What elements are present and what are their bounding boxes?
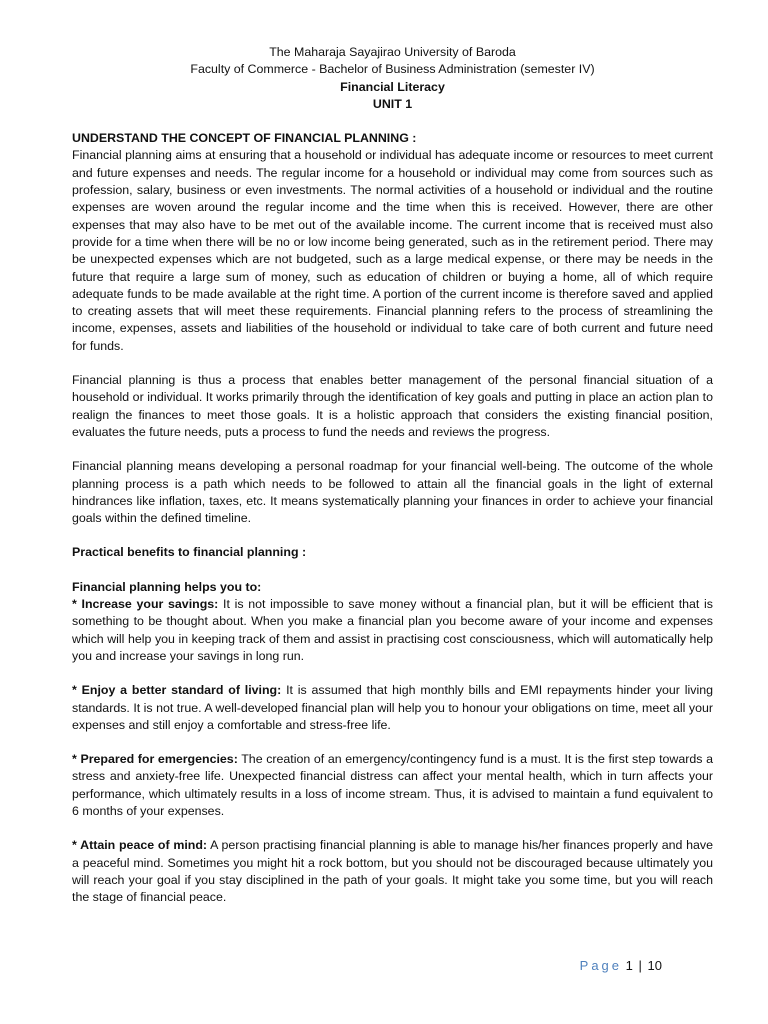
benefit-text: A person practising financial planning is able to manage his/her finances properly and have a peaceful mind. Sometimes you might hit a rock bottom, but you should not be discouraged because ultimately you will reach your goal if you stay disciplined in the path of your goals. It might take you some time, but you will reach the stage of financial peace.: [72, 838, 714, 905]
benefit-item: [72, 837, 713, 906]
paragraph: Financial planning aims at ensuring that a household or individual has adequate income or resources to meet current and future expenses and needs. The regular income for a household or individual may come from sources such as profession, salary, business or even investments. The normal activities of a household or individual and the routine expenses are woven around the regular income and the time when this is received. However, there are other expenses that may also have to be met out of the available income. The current income that is received must also provide for a time when there will be no or low income being generated, such as in the retirement period. There may be unexpected expenses which are not budgeted, such as a large medical expense, or there may be needs in the future that require a large sum of money, such as education of children or buying a home, all of which require adequate funds to be made available at the right time. A portion of the current income is therefore saved and applied to creating assets that will meet these requirements. Financial planning refers to the process of streamlining the income, expenses, assets and liabilities of the household or individual to take care of both current and future need for funds.: [72, 148, 713, 353]
helps-heading: Financial planning helps you to:: [72, 579, 262, 594]
unit-title: UNIT 1: [372, 96, 413, 111]
subject-title: Financial Literacy: [340, 79, 445, 94]
benefits-heading: Practical benefits to financial planning :: [72, 545, 307, 560]
benefit-item: [72, 596, 713, 665]
benefit-item: [72, 751, 713, 820]
university-name: The Maharaja Sayajirao University of Baroda: [269, 45, 516, 59]
document-page: [72, 44, 713, 923]
document-header: [72, 44, 713, 113]
benefit-item: [72, 682, 713, 734]
total-pages: 10: [647, 958, 662, 973]
benefit-text: It is assumed that high monthly bills and EMI repayments hinder your living standards. It is not true. A well-developed financial plan will help you to honour your obligations on time, meet all your expenses and still enjoy a comfortable and stress-free life.: [72, 683, 713, 732]
benefit-label: * Enjoy a better standard of living:: [72, 683, 282, 698]
current-page-number: 1: [625, 958, 633, 973]
section-title: UNDERSTAND THE CONCEPT OF FINANCIAL PLANNING :: [72, 131, 417, 146]
benefit-text: The creation of an emergency/contingency fund is a must. It is the first step towards a stress and anxiety-free life. Unexpected financial distress can affect your mental health, which in turn affects your performance, which ultimately results in a loss of income stream. Thus, it is advised to maintain a fund equivalent to 6 months of your expenses.: [72, 752, 713, 818]
faculty-name: Faculty of Commerce - Bachelor of Business Administration (semester IV): [190, 62, 595, 77]
page-separator: |: [638, 958, 642, 973]
benefit-label: * Prepared for emergencies:: [72, 752, 238, 767]
paragraph: Financial planning is thus a process that enables better management of the personal financial situation of a household or individual. It works primarily through the identification of key goals and putting in place an action plan to realign the finances to meet those goals. It is a holistic approach that considers the existing financial position, evaluates the future needs, puts a process to fund the needs and reviews the progress.: [72, 373, 713, 439]
benefit-label: * Attain peace of mind:: [72, 838, 208, 853]
paragraph: Financial planning means developing a personal roadmap for your financial well-being. The outcome of the whole planning process is a path which needs to be followed to attain all the financial goals in the light of external hindrances like inflation, taxes, etc. It means systematically planning your finances in order to achieve your financial goals within the defined timeline.: [72, 459, 713, 526]
page-word: Page: [579, 958, 623, 973]
benefit-text: It is not impossible to save money without a financial plan, but it will be efficient that is something to be thought about. When you make a financial plan you become aware of your income and expenses which will help you in keeping track of them and assist in practising cost consciousness, which will automatically help you and increase your savings in long run.: [72, 597, 713, 663]
benefit-label: * Increase your savings:: [72, 597, 219, 612]
page-footer: [580, 958, 662, 973]
